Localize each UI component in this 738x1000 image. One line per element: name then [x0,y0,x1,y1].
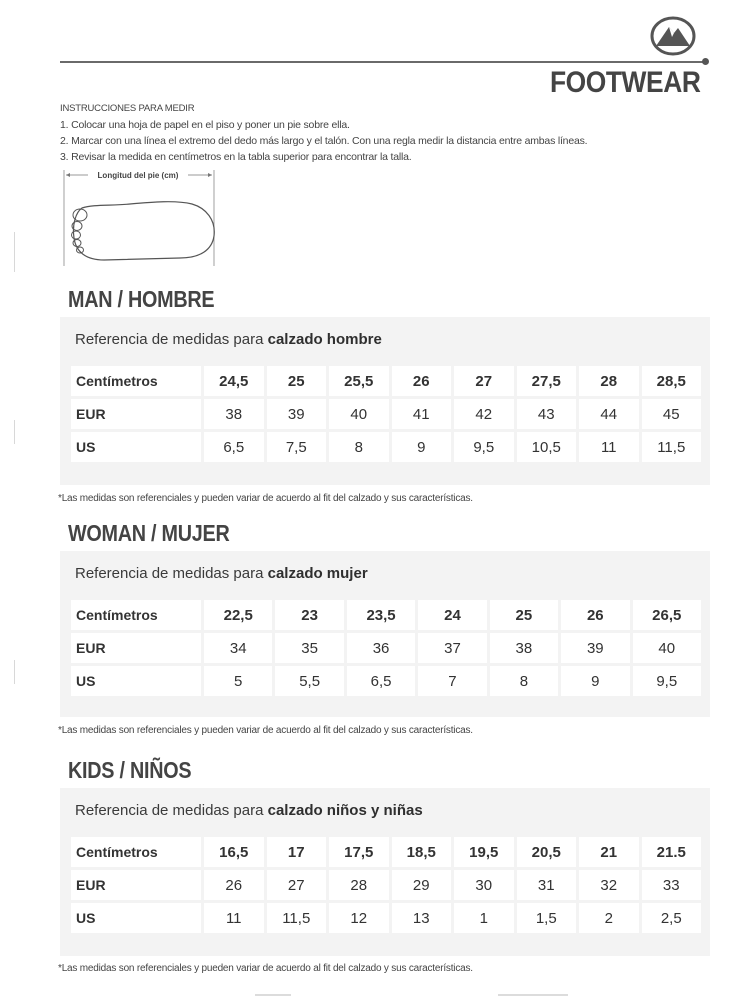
table-cell: 9,5 [633,666,701,696]
caption-bold: calzado niños y niñas [267,802,423,819]
table-row [71,600,701,630]
table-cell: 34 [204,633,272,663]
table-cell: 17 [267,837,327,867]
foot-length-diagram [60,168,220,268]
page-bottom-mark [255,994,291,996]
instruction-step: 2. Marcar con una línea el extremo del dedo más largo y el talón. Con una regla medir la distancia entre ambas líneas. [60,135,588,147]
disclaimer-note: *Las medidas son referenciales y pueden variar de acuerdo al fit del calzado y sus características. [58,493,473,504]
man-size-panel [60,317,710,485]
table-cell: 23 [275,600,343,630]
disclaimer-note: *Las medidas son referenciales y pueden variar de acuerdo al fit del calzado y sus características. [58,725,473,736]
table-cell: 7 [418,666,486,696]
table-cell: 23,5 [347,600,415,630]
table-cell: 11 [204,903,264,933]
table-cell: 5 [204,666,272,696]
table-cell: 38 [490,633,558,663]
table-cell: 10,5 [517,432,577,462]
table-row [71,870,701,900]
kids-size-panel [60,788,710,956]
table-cell: 9 [561,666,629,696]
section-title-woman: WOMAN / MUJER [68,520,230,546]
row-label: EUR [71,633,201,663]
instructions-title: INSTRUCCIONES PARA MEDIR [60,103,195,114]
caption-prefix: Referencia de medidas para [75,331,268,348]
table-cell: 26 [561,600,629,630]
table-cell: 42 [454,399,514,429]
table-cell: 6,5 [347,666,415,696]
table-cell: 26 [392,366,452,396]
row-label: US [71,903,201,933]
caption-bold: calzado hombre [267,331,382,348]
table-cell: 25 [490,600,558,630]
table-cell: 28 [579,366,639,396]
table-cell: 25,5 [329,366,389,396]
table-row [71,837,701,867]
table-cell: 40 [633,633,701,663]
table-cell: 26 [204,870,264,900]
mountain-circle-logo [649,16,697,56]
row-label: Centímetros [71,600,201,630]
table-cell: 40 [329,399,389,429]
table-cell: 43 [517,399,577,429]
table-cell: 1,5 [517,903,577,933]
table-cell: 16,5 [204,837,264,867]
table-cell: 31 [517,870,577,900]
panel-caption [75,565,368,582]
table-cell: 39 [561,633,629,663]
table-cell: 2,5 [642,903,702,933]
table-cell: 8 [329,432,389,462]
table-cell: 36 [347,633,415,663]
table-cell: 28 [329,870,389,900]
table-cell: 30 [454,870,514,900]
panel-caption [75,331,382,348]
table-cell: 5,5 [275,666,343,696]
disclaimer-note: *Las medidas son referenciales y pueden variar de acuerdo al fit del calzado y sus características. [58,963,473,974]
brand-title: FOOTWEAR [550,66,701,99]
table-cell: 12 [329,903,389,933]
table-cell: 28,5 [642,366,702,396]
page-bottom-mark [498,994,568,996]
table-cell: 2 [579,903,639,933]
row-label: US [71,432,201,462]
caption-bold: calzado mujer [267,565,368,582]
row-label: US [71,666,201,696]
table-cell: 18,5 [392,837,452,867]
table-row [71,666,701,696]
table-cell: 21.5 [642,837,702,867]
table-cell: 45 [642,399,702,429]
table-cell: 44 [579,399,639,429]
instruction-step: 3. Revisar la medida en centímetros en la tabla superior para encontrar la talla. [60,151,412,163]
panel-caption [75,802,423,819]
header-rule [60,61,705,63]
table-row [71,903,701,933]
table-cell: 39 [267,399,327,429]
table-cell: 27,5 [517,366,577,396]
table-cell: 9,5 [454,432,514,462]
table-row [71,399,701,429]
table-cell: 22,5 [204,600,272,630]
kids-size-table [68,834,704,936]
table-cell: 33 [642,870,702,900]
page-edge-mark [14,660,15,684]
page-edge-mark [14,232,15,272]
table-cell: 24 [418,600,486,630]
page-edge-mark [14,420,15,444]
table-cell: 6,5 [204,432,264,462]
table-cell: 20,5 [517,837,577,867]
instruction-step: 1. Colocar una hoja de papel en el piso y poner un pie sobre ella. [60,119,350,131]
table-row [71,633,701,663]
table-cell: 11,5 [267,903,327,933]
row-label: EUR [71,870,201,900]
table-cell: 32 [579,870,639,900]
table-cell: 11,5 [642,432,702,462]
table-cell: 25 [267,366,327,396]
section-title-man: MAN / HOMBRE [68,286,215,312]
woman-size-panel [60,551,710,717]
row-label: Centímetros [71,366,201,396]
table-cell: 26,5 [633,600,701,630]
caption-prefix: Referencia de medidas para [75,565,268,582]
table-cell: 21 [579,837,639,867]
table-cell: 11 [579,432,639,462]
table-cell: 41 [392,399,452,429]
table-cell: 37 [418,633,486,663]
table-row [71,432,701,462]
caption-prefix: Referencia de medidas para [75,802,268,819]
diagram-label: Longitud del pie (cm) [97,171,179,180]
table-cell: 17,5 [329,837,389,867]
header-rule-dot [702,58,709,65]
row-label: Centímetros [71,837,201,867]
table-cell: 9 [392,432,452,462]
table-cell: 1 [454,903,514,933]
table-cell: 19,5 [454,837,514,867]
woman-size-table [68,597,704,699]
table-cell: 27 [454,366,514,396]
table-cell: 29 [392,870,452,900]
table-cell: 7,5 [267,432,327,462]
table-cell: 13 [392,903,452,933]
table-cell: 35 [275,633,343,663]
table-cell: 8 [490,666,558,696]
table-cell: 27 [267,870,327,900]
section-title-kids: KIDS / NIÑOS [68,757,192,783]
table-cell: 24,5 [204,366,264,396]
table-row [71,366,701,396]
table-cell: 38 [204,399,264,429]
row-label: EUR [71,399,201,429]
instructions-list [60,117,587,165]
man-size-table [68,363,704,465]
